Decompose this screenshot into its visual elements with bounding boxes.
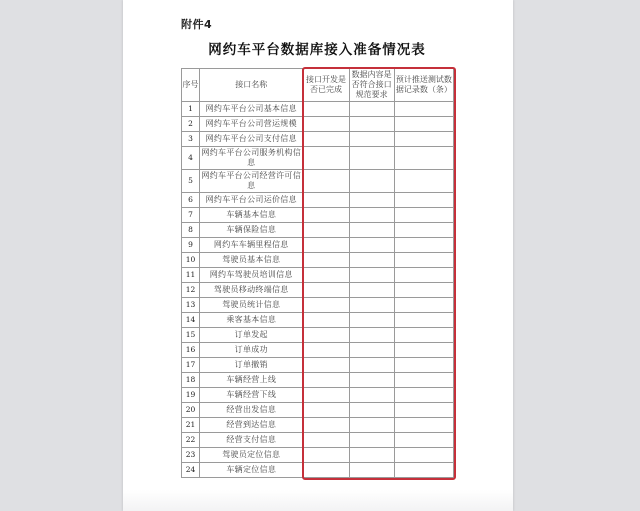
row-expected-records-cell[interactable] <box>394 298 453 313</box>
row-interface-name: 网约车驾驶员培训信息 <box>200 268 303 283</box>
row-dev-complete-cell[interactable] <box>303 373 349 388</box>
row-content-compliant-cell[interactable] <box>349 268 394 283</box>
row-interface-name: 经营到达信息 <box>200 418 303 433</box>
row-dev-complete-cell[interactable] <box>303 418 349 433</box>
row-dev-complete-cell[interactable] <box>303 208 349 223</box>
row-expected-records-cell[interactable] <box>394 117 453 132</box>
row-dev-complete-cell[interactable] <box>303 403 349 418</box>
row-index: 23 <box>182 448 200 463</box>
row-interface-name: 订单成功 <box>200 343 303 358</box>
row-interface-name: 车辆保险信息 <box>200 223 303 238</box>
row-expected-records-cell[interactable] <box>394 328 453 343</box>
row-expected-records-cell[interactable] <box>394 463 453 478</box>
row-interface-name: 驾驶员统计信息 <box>200 298 303 313</box>
row-expected-records-cell[interactable] <box>394 132 453 147</box>
row-content-compliant-cell[interactable] <box>349 328 394 343</box>
row-interface-name: 订单发起 <box>200 328 303 343</box>
row-index: 2 <box>182 117 200 132</box>
row-index: 3 <box>182 132 200 147</box>
row-index: 13 <box>182 298 200 313</box>
row-expected-records-cell[interactable] <box>394 238 453 253</box>
row-dev-complete-cell[interactable] <box>303 388 349 403</box>
row-dev-complete-cell[interactable] <box>303 358 349 373</box>
table-row <box>182 388 454 403</box>
row-content-compliant-cell[interactable] <box>349 298 394 313</box>
row-content-compliant-cell[interactable] <box>349 208 394 223</box>
row-content-compliant-cell[interactable] <box>349 418 394 433</box>
table-row <box>182 433 454 448</box>
row-expected-records-cell[interactable] <box>394 358 453 373</box>
row-dev-complete-cell[interactable] <box>303 132 349 147</box>
row-dev-complete-cell[interactable] <box>303 463 349 478</box>
document-title: 网约车平台数据库接入准备情况表 <box>208 42 426 58</box>
row-interface-name: 车辆定位信息 <box>200 463 303 478</box>
table-row <box>182 418 454 433</box>
table-row <box>182 102 454 117</box>
row-interface-name: 网约车平台公司营运规模 <box>200 117 303 132</box>
row-dev-complete-cell[interactable] <box>303 223 349 238</box>
row-interface-name: 驾驶员基本信息 <box>200 253 303 268</box>
row-dev-complete-cell[interactable] <box>303 268 349 283</box>
row-dev-complete-cell[interactable] <box>303 433 349 448</box>
row-dev-complete-cell[interactable] <box>303 117 349 132</box>
row-index: 9 <box>182 238 200 253</box>
row-expected-records-cell[interactable] <box>394 388 453 403</box>
row-content-compliant-cell[interactable] <box>349 102 394 117</box>
row-expected-records-cell[interactable] <box>394 283 453 298</box>
table-row <box>182 147 454 170</box>
table-row <box>182 238 454 253</box>
row-expected-records-cell[interactable] <box>394 147 453 170</box>
table-header-row <box>182 69 454 102</box>
row-index: 10 <box>182 253 200 268</box>
row-index: 4 <box>182 147 200 170</box>
row-expected-records-cell[interactable] <box>394 253 453 268</box>
header-expected-records: 预计推送测试数据记录数（条） <box>394 69 453 102</box>
row-index: 14 <box>182 313 200 328</box>
row-index: 18 <box>182 373 200 388</box>
table-row <box>182 170 454 193</box>
row-dev-complete-cell[interactable] <box>303 328 349 343</box>
row-interface-name: 网约车车辆里程信息 <box>200 238 303 253</box>
row-dev-complete-cell[interactable] <box>303 253 349 268</box>
row-content-compliant-cell[interactable] <box>349 463 394 478</box>
row-expected-records-cell[interactable] <box>394 418 453 433</box>
table-row <box>182 313 454 328</box>
row-index: 5 <box>182 170 200 193</box>
table-row <box>182 403 454 418</box>
row-expected-records-cell[interactable] <box>394 223 453 238</box>
row-content-compliant-cell[interactable] <box>349 343 394 358</box>
row-expected-records-cell[interactable] <box>394 313 453 328</box>
row-expected-records-cell[interactable] <box>394 403 453 418</box>
row-interface-name: 网约车平台公司基本信息 <box>200 102 303 117</box>
row-interface-name: 驾驶员移动终端信息 <box>200 283 303 298</box>
row-interface-name: 车辆基本信息 <box>200 208 303 223</box>
row-interface-name: 网约车平台公司支付信息 <box>200 132 303 147</box>
row-expected-records-cell[interactable] <box>394 433 453 448</box>
row-content-compliant-cell[interactable] <box>349 193 394 208</box>
row-index: 16 <box>182 343 200 358</box>
row-expected-records-cell[interactable] <box>394 208 453 223</box>
row-expected-records-cell[interactable] <box>394 170 453 193</box>
row-content-compliant-cell[interactable] <box>349 373 394 388</box>
table-row <box>182 358 454 373</box>
table-row <box>182 117 454 132</box>
header-name: 接口名称 <box>200 69 303 102</box>
header-dev-complete: 接口开发是否已完成 <box>303 69 349 102</box>
table-row <box>182 208 454 223</box>
row-interface-name: 网约车平台公司服务机构信息 <box>200 147 303 170</box>
row-content-compliant-cell[interactable] <box>349 313 394 328</box>
row-expected-records-cell[interactable] <box>394 448 453 463</box>
row-content-compliant-cell[interactable] <box>349 448 394 463</box>
row-interface-name: 车辆经营下线 <box>200 388 303 403</box>
row-dev-complete-cell[interactable] <box>303 298 349 313</box>
row-interface-name: 经营支付信息 <box>200 433 303 448</box>
row-content-compliant-cell[interactable] <box>349 238 394 253</box>
row-index: 11 <box>182 268 200 283</box>
row-dev-complete-cell[interactable] <box>303 448 349 463</box>
row-dev-complete-cell[interactable] <box>303 283 349 298</box>
table-row <box>182 193 454 208</box>
table-row <box>182 298 454 313</box>
row-dev-complete-cell[interactable] <box>303 193 349 208</box>
header-index: 序号 <box>182 69 200 102</box>
row-content-compliant-cell[interactable] <box>349 253 394 268</box>
row-index: 1 <box>182 102 200 117</box>
row-content-compliant-cell[interactable] <box>349 358 394 373</box>
row-content-compliant-cell[interactable] <box>349 403 394 418</box>
table-row <box>182 223 454 238</box>
row-index: 19 <box>182 388 200 403</box>
row-expected-records-cell[interactable] <box>394 268 453 283</box>
table-row <box>182 373 454 388</box>
row-expected-records-cell[interactable] <box>394 343 453 358</box>
row-index: 22 <box>182 433 200 448</box>
page-shadow <box>123 490 513 511</box>
table-row <box>182 463 454 478</box>
row-interface-name: 经营出发信息 <box>200 403 303 418</box>
row-expected-records-cell[interactable] <box>394 102 453 117</box>
attachment-label: 附件4 <box>181 18 213 31</box>
row-index: 17 <box>182 358 200 373</box>
row-interface-name: 网约车平台公司运价信息 <box>200 193 303 208</box>
table-row <box>182 283 454 298</box>
row-index: 15 <box>182 328 200 343</box>
row-interface-name: 车辆经营上线 <box>200 373 303 388</box>
row-content-compliant-cell[interactable] <box>349 117 394 132</box>
row-content-compliant-cell[interactable] <box>349 170 394 193</box>
table-row <box>182 253 454 268</box>
row-index: 12 <box>182 283 200 298</box>
table-row <box>182 328 454 343</box>
row-dev-complete-cell[interactable] <box>303 102 349 117</box>
row-dev-complete-cell[interactable] <box>303 238 349 253</box>
row-dev-complete-cell[interactable] <box>303 147 349 170</box>
row-dev-complete-cell[interactable] <box>303 343 349 358</box>
row-content-compliant-cell[interactable] <box>349 223 394 238</box>
row-index: 8 <box>182 223 200 238</box>
table-row <box>182 448 454 463</box>
row-expected-records-cell[interactable] <box>394 193 453 208</box>
row-content-compliant-cell[interactable] <box>349 433 394 448</box>
table-row <box>182 132 454 147</box>
row-content-compliant-cell[interactable] <box>349 132 394 147</box>
readiness-table <box>181 68 454 478</box>
row-dev-complete-cell[interactable] <box>303 313 349 328</box>
row-interface-name: 订单撤销 <box>200 358 303 373</box>
row-index: 7 <box>182 208 200 223</box>
table-row <box>182 343 454 358</box>
row-interface-name: 乘客基本信息 <box>200 313 303 328</box>
row-index: 20 <box>182 403 200 418</box>
row-interface-name: 驾驶员定位信息 <box>200 448 303 463</box>
row-content-compliant-cell[interactable] <box>349 388 394 403</box>
row-dev-complete-cell[interactable] <box>303 170 349 193</box>
row-interface-name: 网约车平台公司经营许可信息 <box>200 170 303 193</box>
row-index: 21 <box>182 418 200 433</box>
table-row <box>182 268 454 283</box>
row-content-compliant-cell[interactable] <box>349 283 394 298</box>
row-content-compliant-cell[interactable] <box>349 147 394 170</box>
header-content-compliant: 数据内容是否符合接口规范要求 <box>349 69 394 102</box>
row-index: 6 <box>182 193 200 208</box>
row-index: 24 <box>182 463 200 478</box>
row-expected-records-cell[interactable] <box>394 373 453 388</box>
